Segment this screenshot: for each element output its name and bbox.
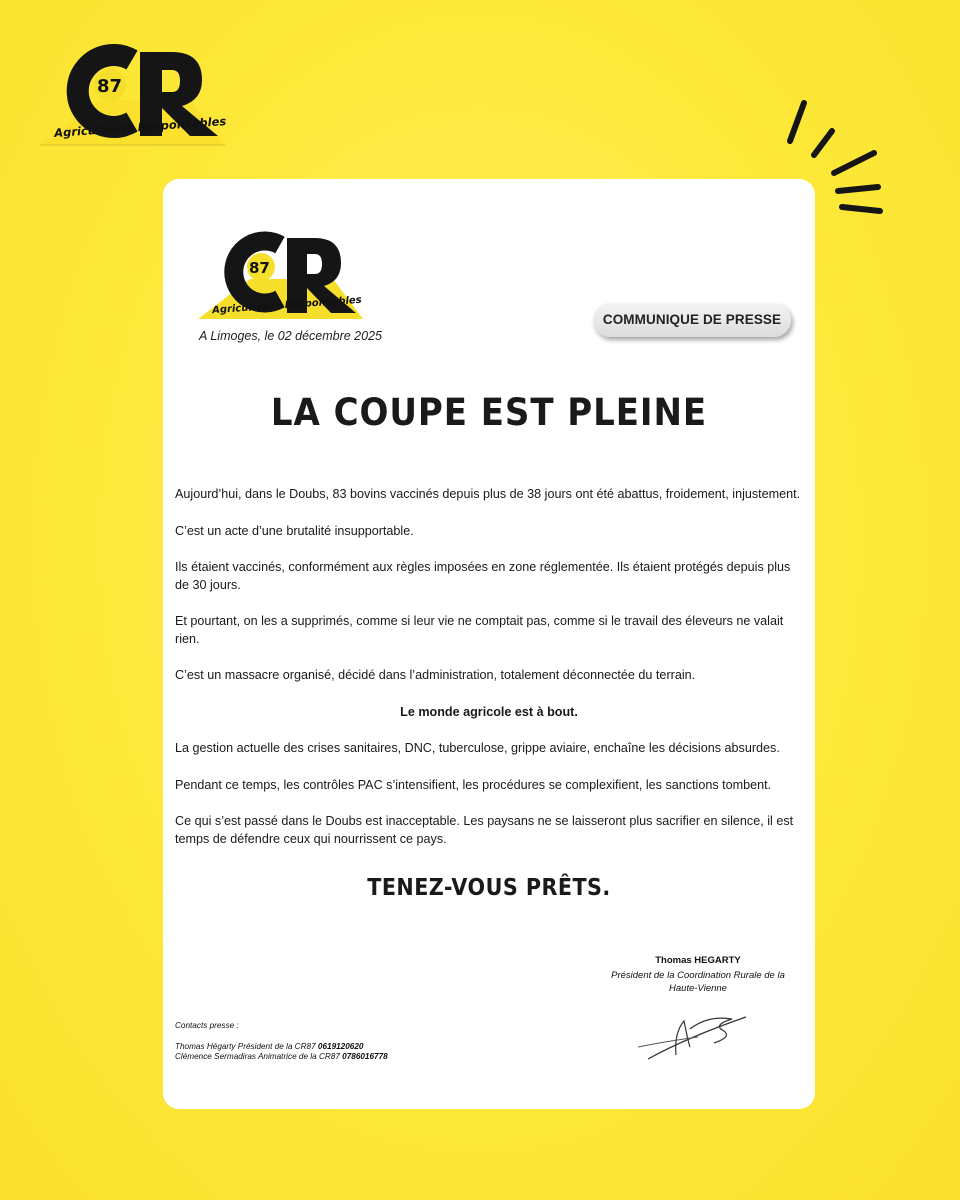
highlight-paragraph: Le monde agricole est à bout.	[400, 704, 578, 719]
brand-logo	[40, 40, 225, 150]
card-logo	[198, 229, 363, 325]
paragraph: C’est un acte d’une brutalité insupportable.	[175, 523, 414, 538]
signatory-name: Thomas HEGARTY	[655, 955, 741, 966]
paragraph: Aujourd’hui, dans le Doubs, 83 bovins vaccinés depuis plus de 38 jours ont été abattus, froidement, injustement.	[175, 487, 801, 501]
card-logo-number: 87	[249, 259, 270, 277]
signatory-title: Président de la Coordination Rurale de la Haute-Vienne	[611, 970, 785, 994]
call-to-action: TENEZ-VOUS PRÊTS.	[367, 875, 611, 901]
paragraph: Et pourtant, on les a supprimés, comme si leur vie ne comptait pas, comme si le travail des éleveurs ne valait rien.	[175, 614, 784, 646]
contact-label: Thomas Hégarty Président de la CR87	[175, 1041, 318, 1051]
document-body	[175, 486, 803, 867]
logo-tagline: Agriculteurs Responsables	[53, 114, 227, 140]
paragraph: Ils étaient vaccinés, conformément aux règles imposées en zone réglementée. Ils étaient protégés depuis plus de 30 jours.	[175, 560, 791, 592]
handwritten-signature	[628, 997, 758, 1067]
press-contacts	[175, 1021, 388, 1063]
contact-line	[175, 1042, 388, 1053]
contact-line	[175, 1052, 388, 1063]
contacts-heading: Contacts presse :	[175, 1021, 239, 1030]
paragraph: Ce qui s’est passé dans le Doubs est inacceptable. Les paysans ne se laisseront plus sacrifier en silence, il est temps de défendre ceux qui nourrissent ce pays.	[175, 814, 794, 846]
document-title: LA COUPE EST PLEINE	[270, 391, 708, 434]
paragraph: C’est un massacre organisé, décidé dans l’administration, totalement déconnectée du terrain.	[175, 668, 696, 682]
contact-phone: 0786016778	[342, 1052, 388, 1061]
press-release-card	[163, 179, 815, 1109]
document-date: A Limoges, le 02 décembre 2025	[199, 329, 382, 343]
card-logo-tagline: Agriculteurs Responsables	[211, 294, 363, 317]
contact-phone: 0619120620	[317, 1041, 364, 1051]
contact-label: Clémence Sermadiras Animatrice de la CR87	[175, 1052, 343, 1061]
paragraph: La gestion actuelle des crises sanitaires, DNC, tuberculose, grippe aviaire, enchaîne les décisions absurdes.	[175, 741, 780, 755]
logo-number: 87	[97, 76, 123, 97]
paragraph: Pendant ce temps, les contrôles PAC s’intensifient, les procédures se complexifient, les sanctions tombent.	[175, 777, 772, 792]
press-release-badge: COMMUNIQUE DE PRESSE	[593, 303, 791, 337]
